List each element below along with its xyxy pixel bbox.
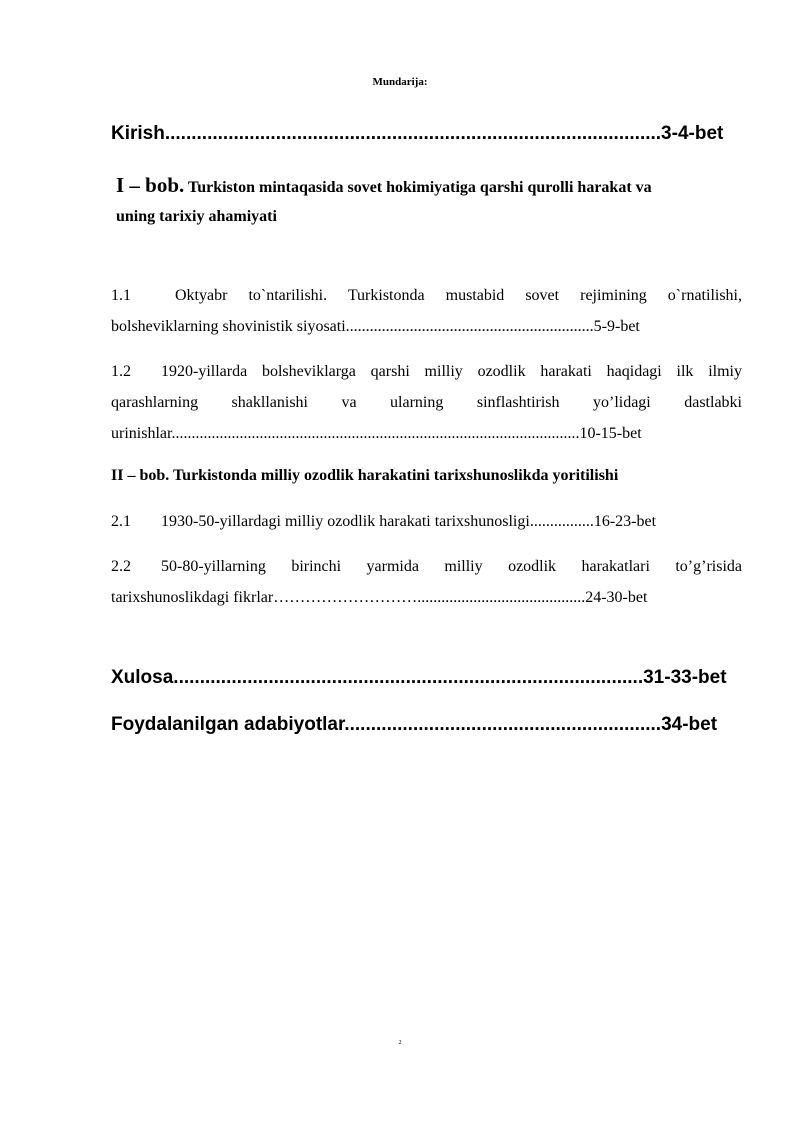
toc-entry-xulosa: Xulosa.........................................................................................31-33-bet [111, 667, 727, 688]
section-number: 2.2 [111, 558, 131, 575]
chapter2-heading: II – bob. Turkistonda milliy ozodlik harakatini tarixshunoslikda yoritilishi [111, 467, 619, 484]
toc-entry-1-2-line3: urinishlar......................................................................................................10-15-bet [111, 425, 642, 442]
page-title: Mundarija: [372, 76, 428, 88]
toc-entry-adabiyotlar: Foydalanilgan adabiyotlar............................................................34-bet [111, 714, 718, 735]
toc-entry-1-1 [111, 280, 742, 342]
section-number: 1.2 [111, 363, 131, 380]
toc-entry-1-1-line2: bolsheviklarning shovinistik siyosati..............................................................5-9-bet [111, 318, 640, 335]
section-text: 50-80-yillarning birinchi yarmida milliy ozodlik harakatlari to’g’risida [161, 558, 742, 575]
toc-entry-1-2-line1 [111, 356, 742, 387]
toc-entry-2-2 [111, 551, 742, 613]
section-text: 1930-50-yillardagi milliy ozodlik harakati tarixshunosligi................16-23-bet [161, 513, 657, 530]
page-number: 2 [398, 1040, 402, 1046]
section-number: 2.1 [111, 513, 131, 530]
toc-entry-2-1-line1 [111, 506, 742, 537]
section-number: 1.1 [111, 287, 131, 304]
section-text: 1920-yillarda bolsheviklarga qarshi milliy ozodlik harakati haqidagi ilk ilmiy [161, 363, 742, 380]
chapter1-heading-line1 [116, 173, 652, 198]
toc-entry-2-2-line1 [111, 551, 742, 582]
toc-entry-1-1-line1 [111, 280, 742, 311]
chapter1-title-line2: uning tarixiy ahamiyati [116, 208, 277, 225]
toc-entry-1-2-line2: qarashlarning shakllanishi va ularning sinflashtirish yo’lidagi dastlabki [111, 394, 742, 411]
toc-entry-2-2-line2: tarixshunoslikdagi fikrlar………………………..........................................24-30-bet [111, 589, 648, 606]
toc-entry-1-2 [111, 356, 742, 449]
chapter1-number: I – bob. [116, 173, 185, 197]
toc-entry-kirish: Kirish..............................................................................................3-4-bet [111, 123, 724, 144]
toc-entry-2-1 [111, 506, 742, 537]
chapter1-title-line1: Turkiston mintaqasida sovet hokimiyatiga qarshi qurolli harakat va [188, 179, 652, 196]
section-text: Oktyabr to`ntarilishi. Turkistonda mustabid sovet rejimining o`rnatilishi, [175, 287, 742, 304]
